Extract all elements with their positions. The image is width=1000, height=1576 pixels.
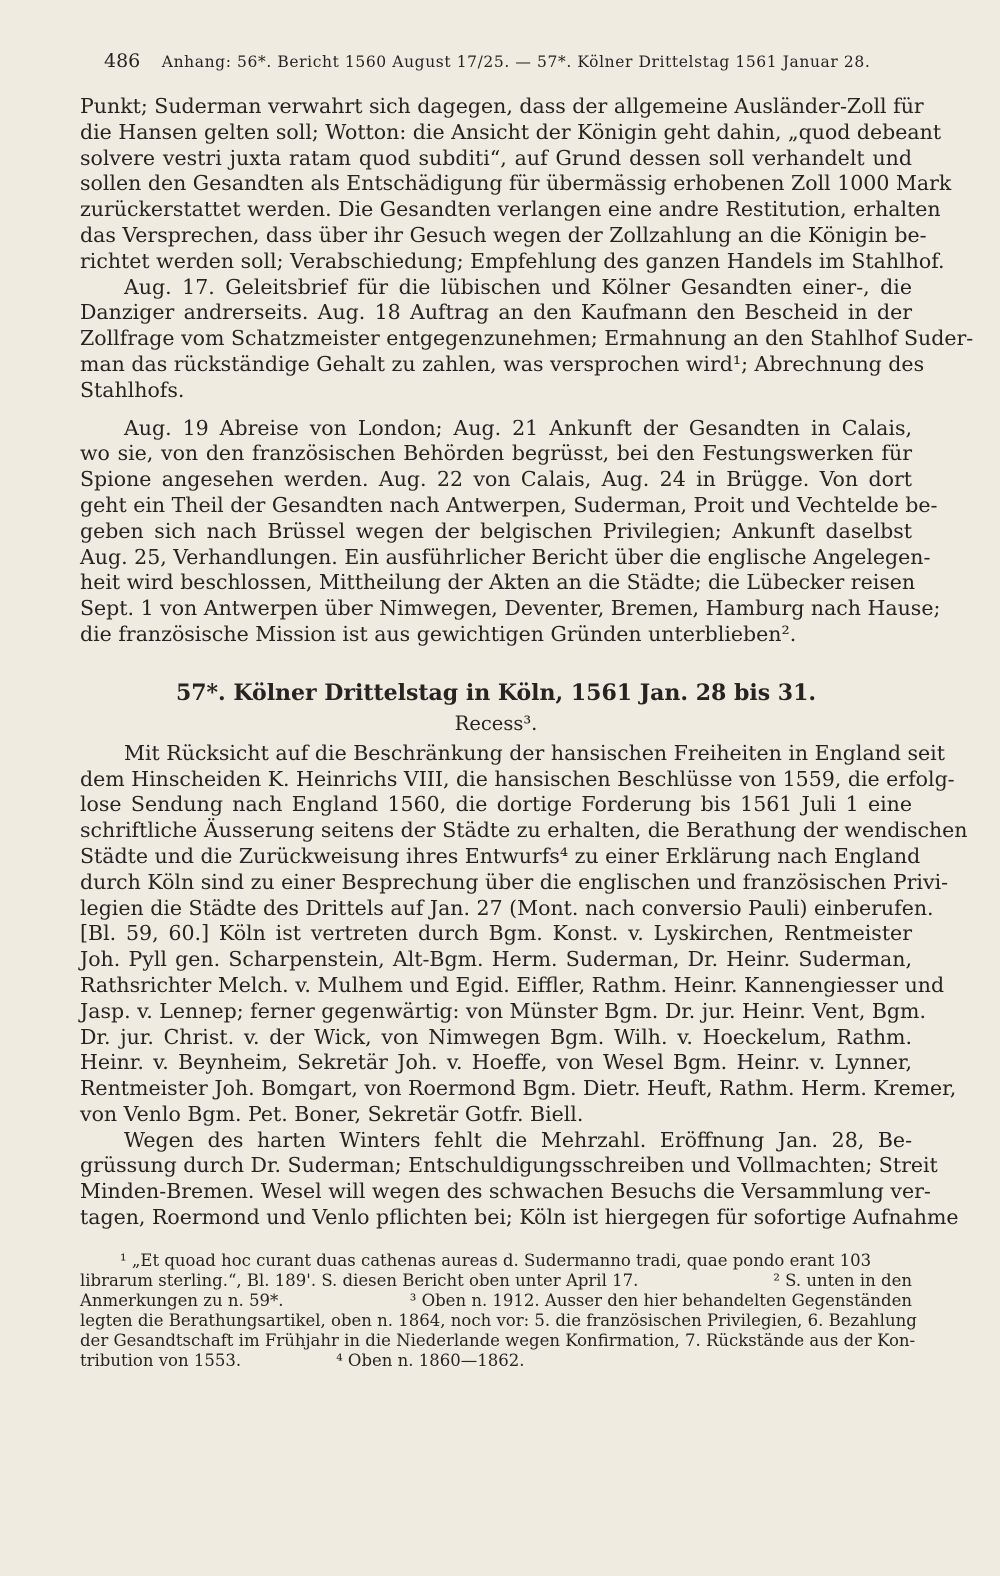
text-line: tagen, Roermond und Venlo pflichten bei; Köln ist hiergegen für sofortige Aufnahme: [80, 1205, 959, 1230]
footnote-line: ¹ „Et quoad hoc curant duas cathenas aureas d. Sudermanno tradi, quae pondo erant 103: [120, 1250, 872, 1270]
footnote-text: tribution von 1553.: [80, 1350, 242, 1370]
footnote-text: ² S. unten in den: [773, 1270, 912, 1290]
text-line: Rentmeister Joh. Bomgart, von Roermond Bgm. Dietr. Heuft, Rathm. Herm. Kremer,: [80, 1076, 957, 1101]
text-line: Joh. Pyll gen. Scharpenstein, Alt-Bgm. Herm. Suderman, Dr. Heinr. Suderman,: [80, 947, 912, 972]
text-line: Zollfrage vom Schatzmeister entgegenzunehmen; Ermahnung an den Stahlhof Suder-: [80, 326, 974, 351]
text-line: Jasp. v. Lennep; ferner gegenwärtig: von Münster Bgm. Dr. jur. Heinr. Vent, Bgm.: [80, 998, 926, 1023]
text-line: Sept. 1 von Antwerpen über Nimwegen, Deventer, Bremen, Hamburg nach Hause;: [80, 596, 941, 621]
text-line: sollen den Gesandten als Entschädigung für übermässig erhobenen Zoll 1000 Mark: [80, 171, 952, 196]
text-line: Aug. 19 Abreise von London; Aug. 21 Ankunft der Gesandten in Calais,: [124, 415, 912, 440]
text-line: [Bl. 59, 60.] Köln ist vertreten durch Bgm. Konst. v. Lyskirchen, Rentmeister: [80, 921, 912, 946]
text-line: Mit Rücksicht auf die Beschränkung der hansischen Freiheiten in England seit: [124, 740, 945, 765]
text-line: geben sich nach Brüssel wegen der belgischen Privilegien; Ankunft daselbst: [80, 518, 912, 543]
footnote-line: [80, 1271, 912, 1291]
text-line: legien die Städte des Drittels auf Jan. 27 (Mont. nach conversio Pauli) einberufen.: [80, 895, 934, 920]
text-line: Spione angesehen werden. Aug. 22 von Calais, Aug. 24 in Brügge. Von dort: [80, 467, 912, 492]
footnote-line: legten die Berathungsartikel, oben n. 1864, noch vor: 5. die französischen Privilegien, 6. Bezahlung: [80, 1310, 917, 1330]
running-title: Anhang: 56*. Bericht 1560 August 17/25. — 57*. Kölner Drittelstag 1561 Januar 28.: [161, 53, 871, 71]
text-line: Heinr. v. Beynheim, Sekretär Joh. v. Hoeffe, von Wesel Bgm. Heinr. v. Lynner,: [80, 1050, 912, 1075]
section-56-paragraph-1: [80, 94, 952, 275]
text-line: Aug. 25, Verhandlungen. Ein ausführlicher Bericht über die englische Angelegen-: [80, 544, 931, 569]
footnotes: [80, 1250, 917, 1371]
text-line: lose Sendung nach England 1560, die dortige Forderung bis 1561 Juli 1 eine: [80, 792, 912, 817]
running-header: [104, 50, 912, 72]
text-line: grüssung durch Dr. Suderman; Entschuldigungsschreiben und Vollmachten; Streit: [80, 1153, 938, 1178]
text-line: solvere vestri juxta ratam quod subditi“, auf Grund dessen soll verhandelt und: [80, 145, 912, 170]
footnote-text: Anmerkungen zu n. 59*.: [80, 1290, 284, 1310]
footnote-line: der Gesandtschaft im Frühjahr in die Niederlande wegen Konfirmation, 7. Rückstände aus der Kon-: [80, 1330, 916, 1350]
text-line: Stahlhofs.: [80, 377, 185, 402]
text-line: die französische Mission ist aus gewichtigen Gründen unterblieben².: [80, 621, 797, 646]
text-line: die Hansen gelten soll; Wotton: die Ansicht der Königin geht dahin, „quod debeant: [80, 119, 942, 144]
text-line: dem Hinscheiden K. Heinrichs VIII, die hansischen Beschlüsse von 1559, die erfolg-: [80, 766, 955, 791]
section-57-paragraph-2: [80, 1127, 959, 1231]
footnote-text: ⁴ Oben n. 1860—1862.: [336, 1350, 525, 1370]
text-line: Punkt; Suderman verwahrt sich dagegen, dass der allgemeine Ausländer-Zoll für: [80, 94, 924, 118]
text-line: heit wird beschlossen, Mittheilung der Akten an die Städte; die Lübecker reisen: [80, 570, 916, 595]
text-line: man das rückständige Gehalt zu zahlen, was versprochen wird¹; Abrechnung des: [80, 351, 925, 376]
text-line: Aug. 17. Geleitsbrief für die lübischen und Kölner Gesandten einer-, die: [124, 274, 912, 299]
text-line: das Versprechen, dass über ihr Gesuch wegen der Zollzahlung an die Königin be-: [80, 222, 927, 247]
text-line: von Venlo Bgm. Pet. Boner, Sekretär Gotfr. Biell.: [80, 1101, 584, 1126]
section-57-paragraph-1: [80, 740, 968, 1128]
text-line: Dr. jur. Christ. v. der Wick, von Nimwegen Bgm. Wilh. v. Hoeckelum, Rathm.: [80, 1024, 912, 1049]
text-line: zurückerstattet werden. Die Gesandten verlangen eine andre Restitution, erhalten: [80, 197, 941, 222]
text-line: Städte und die Zurückweisung ihres Entwurfs⁴ zu einer Erklärung nach England: [80, 843, 921, 868]
text-line: durch Köln sind zu einer Besprechung über die englischen und französischen Privi-: [80, 869, 949, 894]
page-number: 486: [104, 50, 141, 72]
text-line: richtet werden soll; Verabschiedung; Empfehlung des ganzen Handels im Stahlhof.: [80, 248, 945, 273]
section-56-paragraph-2: [80, 274, 974, 404]
text-line: wo sie, von den französischen Behörden begrüsst, bei den Festungswerken für: [80, 441, 912, 466]
footnote-text: librarum sterling.“, Bl. 189'. S. diesen Bericht oben unter April 17.: [80, 1270, 639, 1290]
section-title: 57*. Kölner Drittelstag in Köln, 1561 Jan. 28 bis 31.: [175, 679, 817, 706]
text-line: Danziger andrerseits. Aug. 18 Auftrag an den Kaufmann den Bescheid in der: [80, 300, 912, 325]
footnote-line: [80, 1351, 912, 1371]
text-line: Minden-Bremen. Wesel will wegen des schwachen Besuchs die Versammlung ver-: [80, 1179, 931, 1204]
section-subtitle: Recess³.: [454, 711, 538, 735]
text-line: Rathsrichter Melch. v. Mulhem und Egid. Eiffler, Rathm. Heinr. Kannengiesser und: [80, 972, 945, 997]
text-line: schriftliche Äusserung seitens der Städte zu erhalten, die Berathung der wendischen: [80, 818, 968, 843]
text-line: geht ein Theil der Gesandten nach Antwerpen, Suderman, Proit und Vechtelde be-: [80, 492, 938, 517]
text-line: Wegen des harten Winters fehlt die Mehrzahl. Eröffnung Jan. 28, Be-: [124, 1127, 912, 1152]
footnote-line: [80, 1291, 912, 1311]
footnote-text: ³ Oben n. 1912. Ausser den hier behandelten Gegenständen: [409, 1290, 912, 1310]
section-56-paragraph-3: [80, 415, 941, 648]
